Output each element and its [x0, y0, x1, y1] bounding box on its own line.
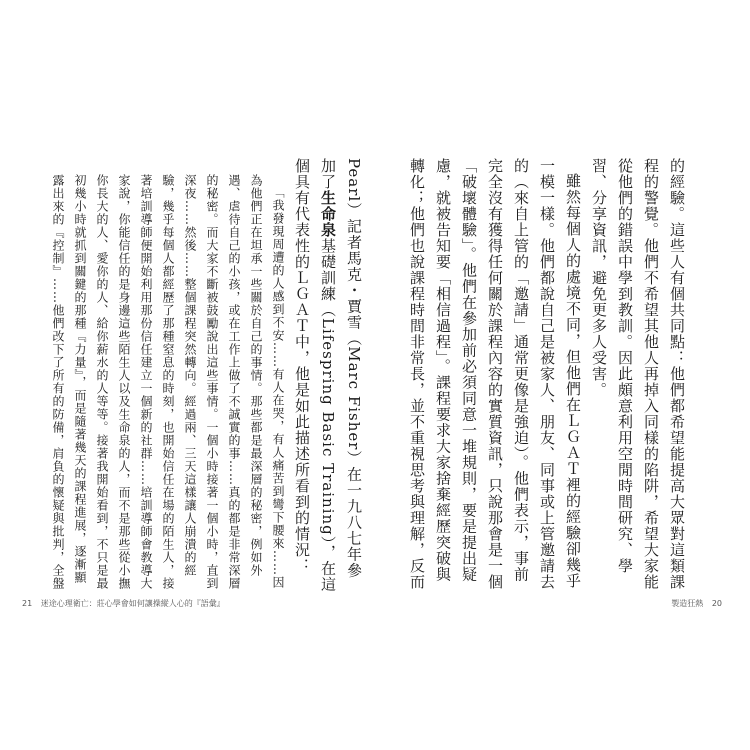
quote-text: 「我發現周遭的人感到不安……有人在哭，有人痛苦到彎下腰來……因為他們正在坦承一些關於自己的事情。那些都是最深層的秘密，例如外遇、虐待自己的小孩，或在工作上做了不誠實的事……真的都是非常深層的秘密。而大家不斷被鼓勵說出這些事情。一個小時接著一個小時，直到深夜……然後……整個課程突然轉向。經過兩、三天這樣讓人崩潰的經驗，幾乎每個人都經歷了那種窒息的時刻，也開始信任在場的陌生人，接著培訓導師便開始利用那份信任建立一個新的社群……培訓導師會教導大家說，你能信任的是身邊這些陌生人以及生命泉的人，而不是那些從小撫你長大的人、愛你的人、給你薪水的人等等。接著我開始看到，不只是最初幾小時就抓到關鍵的那種『力量』，而是隨著幾天的課程進展，逐漸顯露出來的『控制』……他們改下了所有的防備，肩負的懷疑與批判，全盤 [51, 174, 285, 590]
left-paragraph-continuation [289, 158, 367, 593]
left-page-footer [22, 598, 231, 609]
left-paragraph-text-c: 基礎訓練（Lifespring Basic Training），在這個具有代表性的ＬＧＡＴ中，他是如此描述所看到的情況： [293, 158, 337, 593]
right-page-body [400, 158, 690, 593]
right-page [375, 0, 750, 750]
left-paragraph-text-a: Pearl）記者馬克・賈雪（Marc Fisher）在一九八七年參加了 [319, 158, 363, 579]
left-paragraph-bold-term: 生命泉 [319, 190, 337, 238]
right-page-number: 20 [711, 599, 722, 608]
left-page-body [47, 158, 367, 593]
right-paragraph-2: 雖然每個人的處境不同，但他們在ＬＧＡＴ裡的經驗卻幾乎一模一樣。他們都說自己是被家人、朋友、同事或上管邀請去的（來自上管的「邀請」通常更像是強迫）。他們表示，事前完全沒有獲得任何關於課程內容的實質資訊，只說那會是一個「破壞體驗」。他們在參加前必須同意一堆規則，要是提出疑慮，就被告知要「相信過程」。課程要求大家捨棄經歷突破與轉化；他們也說課程時間非常長，並不重視思考與理解，反而 [408, 158, 582, 590]
right-running-title: 製造狂熱 [671, 599, 704, 608]
block-quote [47, 174, 289, 593]
left-page-number: 21 [22, 599, 33, 608]
right-paragraph-1: 的經驗。這些人有個共同點：他們都希望能提高大眾對這類課程的警覺。他們不希望其他人再掉入同樣的陷阱，希望大家能從他們的錯誤中學到教訓。因此頗意利用空閒時間研究、學習、分享資訊，避免更多人受害。 [590, 158, 686, 590]
left-running-title: 迷途心理衛亡：莊心學會如何讓操縱人心的『語彙』 [40, 599, 225, 608]
right-page-footer [671, 598, 728, 609]
